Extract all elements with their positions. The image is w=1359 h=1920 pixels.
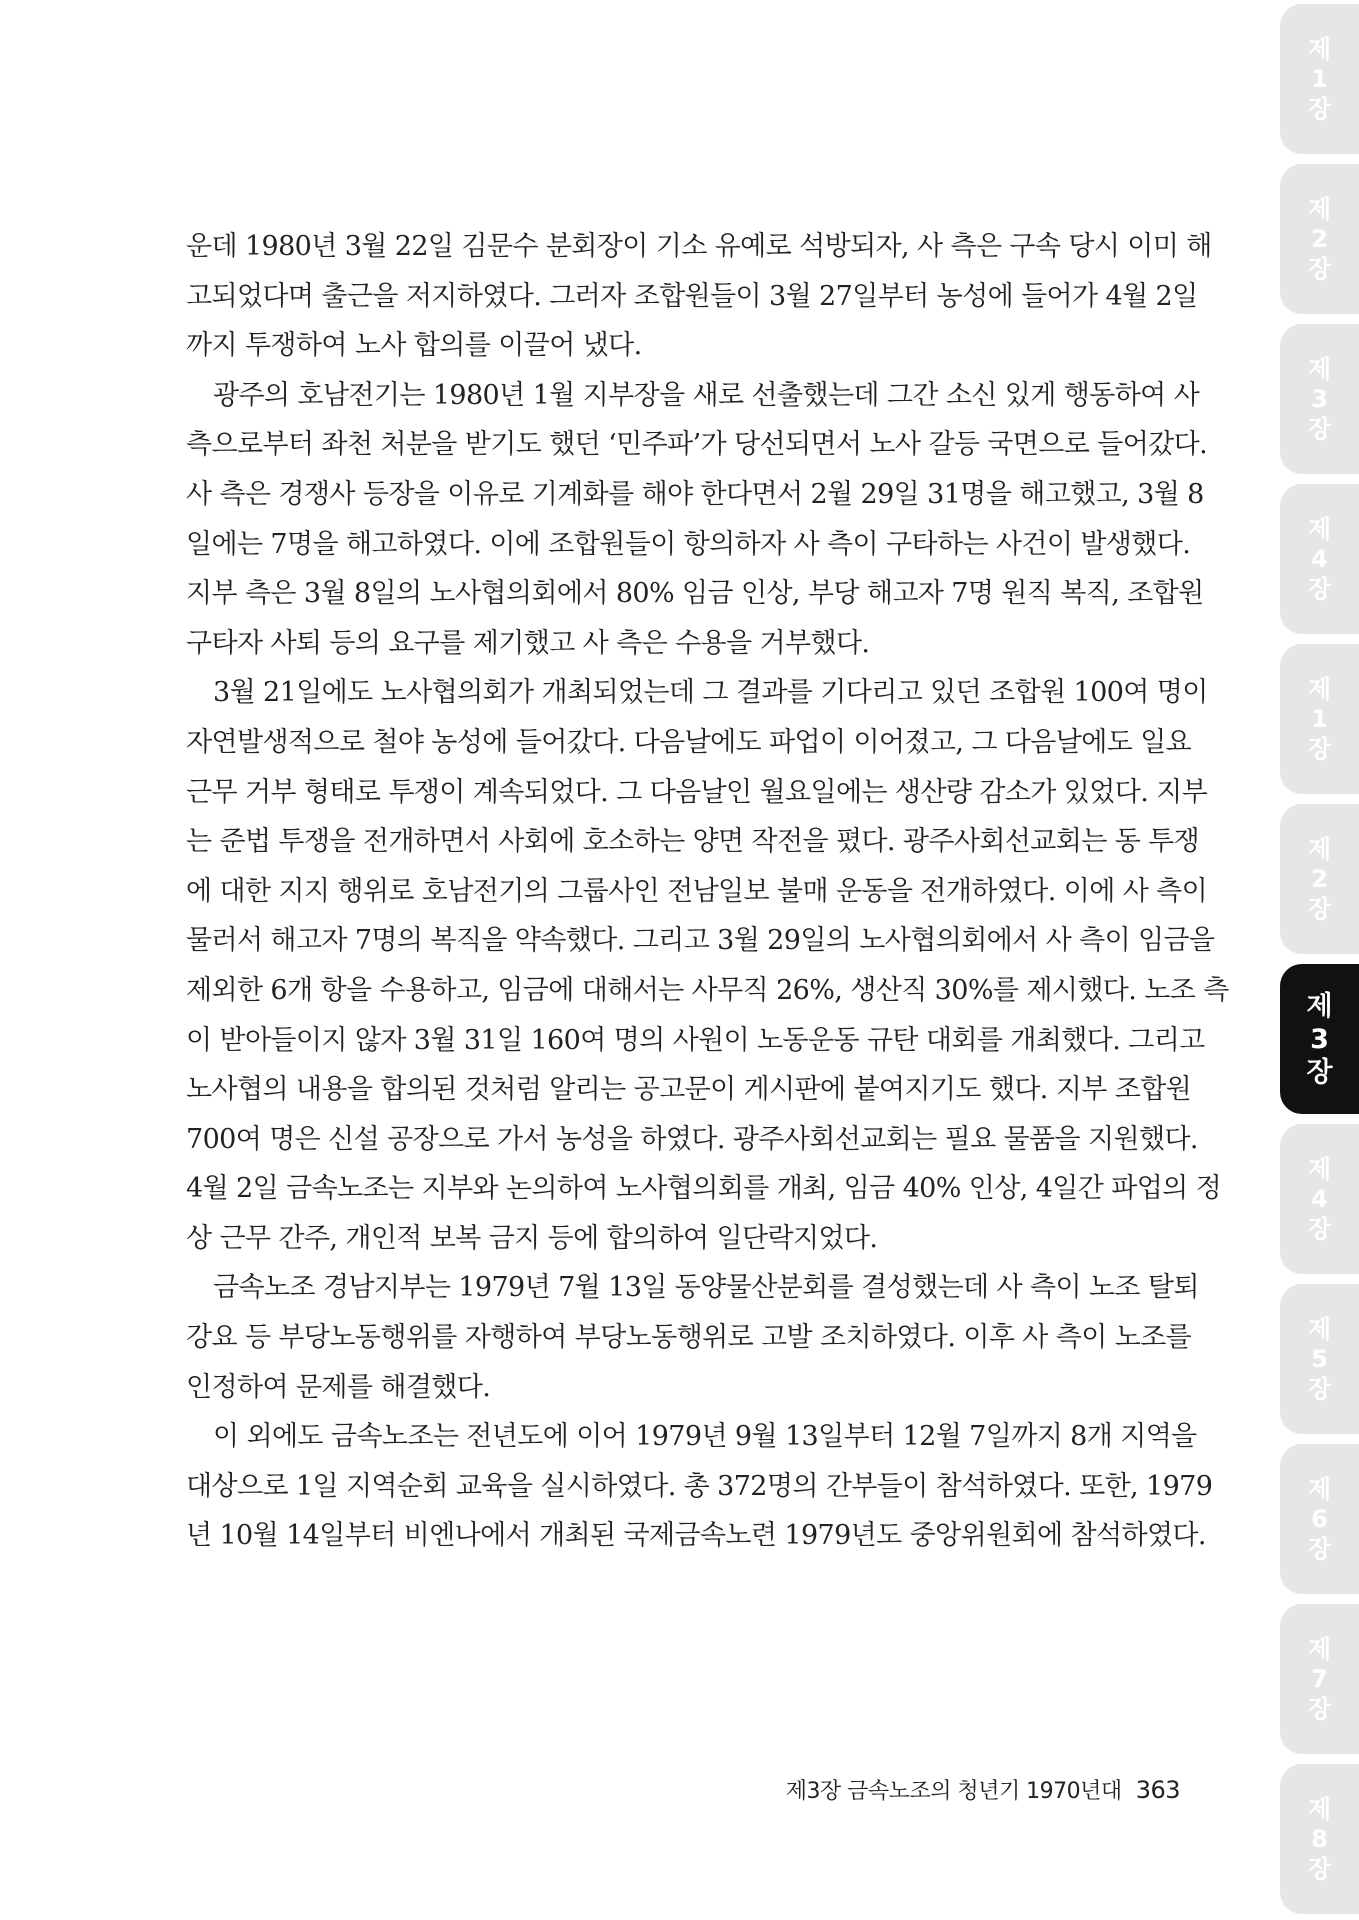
body-line: 는 준법 투쟁을 전개하면서 사회에 호소하는 양면 작전을 폈다. 광주사회선교회는 동 투쟁 [186,826,1200,858]
tab-char: 장 [1307,1535,1332,1563]
tab-char: 장 [1307,895,1332,923]
tab-char: 장 [1307,1375,1332,1403]
body-line: 3월 21일에도 노사협의회가 개최되었는데 그 결과를 기다리고 있던 조합원 100여 명이 [213,677,1208,709]
tab-char: 4 [1311,545,1328,573]
body-line: 노사협의 내용을 합의된 것처럼 알리는 공고문이 게시판에 붙여지기도 했다. 지부 조합원 [186,1074,1192,1106]
tab-char: 1 [1311,65,1328,93]
tab-char: 장 [1306,1056,1333,1088]
tab-char: 2 [1311,865,1328,893]
tab-char: 장 [1307,735,1332,763]
body-line: 광주의 호남전기는 1980년 1월 지부장을 새로 선출했는데 그간 소신 있게 행동하여 사 [213,379,1200,411]
tab-char: 제 [1307,195,1332,223]
chapter-tab[interactable] [1280,164,1359,314]
tab-char: 3 [1310,1023,1329,1055]
tab-char: 제 [1307,1475,1332,1503]
body-line: 일에는 7명을 해고하였다. 이에 조합원들이 항의하자 사 측이 구타하는 사건이 발생했다. [186,528,1191,560]
tab-char: 6 [1311,1505,1328,1533]
tab-char: 장 [1307,1215,1332,1243]
body-line: 자연발생적으로 철야 농성에 들어갔다. 다음날에도 파업이 이어졌고, 그 다음날에도 일요 [186,726,1192,758]
tab-char: 제 [1307,355,1332,383]
body-line: 구타자 사퇴 등의 요구를 제기했고 사 측은 수용을 거부했다. [186,627,870,659]
page-footer [680,1774,1180,1805]
body-line: 대상으로 1일 지역순회 교육을 실시하였다. 총 372명의 간부들이 참석하였다. 또한, 1979 [186,1470,1213,1502]
body-line: 4월 2일 금속노조는 지부와 논의하여 노사협의회를 개최, 임금 40% 인상, 4일간 파업의 정 [186,1173,1222,1205]
tab-char: 5 [1311,1345,1328,1373]
body-line: 에 대한 지지 행위로 호남전기의 그룹사인 전남일보 불매 운동을 전개하였다. 이에 사 측이 [186,875,1208,907]
chapter-tab[interactable] [1280,1124,1359,1274]
tab-char: 제 [1307,1315,1332,1343]
body-line: 금속노조 경남지부는 1979년 7월 13일 동양물산분회를 결성했는데 사 측이 노조 탈퇴 [213,1272,1199,1304]
chapter-tab-strip [1280,0,1359,1920]
body-line: 년 10월 14일부터 비엔나에서 개최된 국제금속노련 1979년도 중앙위원회에 참석하였다. [186,1520,1206,1552]
tab-char: 제 [1306,990,1333,1022]
chapter-tab[interactable] [1280,1284,1359,1434]
chapter-tab[interactable] [1280,644,1359,794]
body-line: 제외한 6개 항을 수용하고, 임금에 대해서는 사무직 26%, 생산직 30%를 제시했다. 노조 측 [186,974,1229,1006]
chapter-tab[interactable] [1280,804,1359,954]
tab-char: 3 [1311,385,1328,413]
chapter-tab-active[interactable] [1280,964,1359,1114]
tab-char: 2 [1311,225,1328,253]
tab-char: 4 [1311,1185,1328,1213]
body-line: 강요 등 부당노동행위를 자행하여 부당노동행위로 고발 조치하였다. 이후 사 측이 노조를 [186,1322,1192,1354]
running-chapter-title: 제3장 금속노조의 청년기 1970년대 [785,1779,1122,1804]
body-line: 지부 측은 3월 8일의 노사협의회에서 80% 임금 인상, 부당 해고자 7명 원직 복직, 조합원 [186,578,1204,610]
tab-char: 장 [1307,255,1332,283]
page-body-text [186,222,1229,1561]
body-line: 700여 명은 신설 공장으로 가서 농성을 하였다. 광주사회선교회는 필요 물품을 지원했다. [186,1123,1198,1155]
chapter-tab[interactable] [1280,1444,1359,1594]
tab-char: 장 [1307,1855,1332,1883]
body-line: 이 외에도 금속노조는 전년도에 이어 1979년 9월 13일부터 12월 7일까지 8개 지역을 [213,1421,1197,1453]
chapter-tab[interactable] [1280,4,1359,154]
body-line: 측으로부터 좌천 처분을 받기도 했던 ‘민주파’가 당선되면서 노사 갈등 국면으로 들어갔다. [186,429,1208,461]
body-line: 상 근무 간주, 개인적 보복 금지 등에 합의하여 일단락지었다. [186,1222,878,1254]
tab-char: 7 [1311,1665,1328,1693]
tab-char: 제 [1307,1795,1332,1823]
chapter-tab[interactable] [1280,484,1359,634]
body-line: 이 받아들이지 않자 3월 31일 160여 명의 사원이 노동운동 규탄 대회를 개최했다. 그리고 [186,1024,1205,1056]
tab-char: 제 [1307,835,1332,863]
body-line: 인정하여 문제를 해결했다. [186,1371,491,1403]
tab-char: 장 [1307,415,1332,443]
tab-char: 장 [1307,95,1332,123]
tab-char: 제 [1307,675,1332,703]
tab-char: 장 [1307,1695,1332,1723]
page-number: 363 [1135,1776,1180,1804]
body-line: 근무 거부 형태로 투쟁이 계속되었다. 그 다음날인 월요일에는 생산량 감소가 있었다. 지부 [186,776,1208,808]
tab-char: 제 [1307,1155,1332,1183]
body-line: 까지 투쟁하여 노사 합의를 이끌어 냈다. [186,330,642,362]
body-line: 사 측은 경쟁사 등장을 이유로 기계화를 해야 한다면서 2월 29일 31명을 해고했고, 3월 8 [186,478,1204,510]
chapter-tab[interactable] [1280,324,1359,474]
tab-char: 제 [1307,35,1332,63]
tab-char: 제 [1307,1635,1332,1663]
body-line: 운데 1980년 3월 22일 김문수 분회장이 기소 유예로 석방되자, 사 측은 구속 당시 이미 해 [186,231,1212,262]
tab-char: 8 [1311,1825,1328,1853]
tab-char: 1 [1311,705,1328,733]
tab-char: 장 [1307,575,1332,603]
tab-char: 제 [1307,515,1332,543]
chapter-tab[interactable] [1280,1604,1359,1754]
chapter-tab[interactable] [1280,1764,1359,1914]
body-line: 고되었다며 출근을 저지하였다. 그러자 조합원들이 3월 27일부터 농성에 들어가 4월 2일 [186,280,1198,312]
body-line: 물러서 해고자 7명의 복직을 약속했다. 그리고 3월 29일의 노사협의회에서 사 측이 임금을 [186,925,1215,957]
